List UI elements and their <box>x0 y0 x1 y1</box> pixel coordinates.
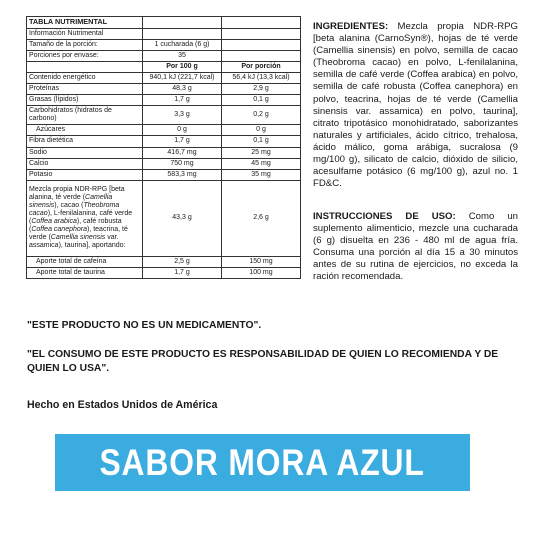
servings-per-container-label: Porciones por envase: <box>27 51 143 62</box>
table-row <box>27 256 301 267</box>
responsibility-notice: "EL CONSUMO DE ESTE PRODUCTO ES RESPONSABILIDAD DE QUIEN LO RECOMIENDA Y DE QUIEN LO USA". <box>27 349 499 374</box>
instructions-paragraph <box>313 211 518 284</box>
column-header-per-serving: Por porción <box>222 62 301 73</box>
row-per100: 0 g <box>143 125 222 136</box>
row-perserving: 2,9 g <box>222 84 301 95</box>
table-row <box>27 73 301 84</box>
row-label: Grasas (lípidos) <box>27 95 143 106</box>
row-per100: 48,3 g <box>143 84 222 95</box>
row-label: Aporte total de taurina <box>27 267 143 278</box>
table-row <box>27 136 301 147</box>
row-label: Proteínas <box>27 84 143 95</box>
table-row <box>27 125 301 136</box>
column-header-per-100g: Por 100 g <box>143 62 222 73</box>
row-label: Azúcares <box>27 125 143 136</box>
row-perserving: 56,4 kJ (13,3 kcal) <box>222 73 301 84</box>
proprietary-blend-per100: 43,3 g <box>143 180 222 256</box>
made-in-label: Hecho en Estados Unidos de América <box>27 399 218 411</box>
nutrition-table-title: TABLA NUTRIMENTAL <box>27 17 143 29</box>
ingredients-paragraph <box>313 21 518 190</box>
row-label: Calcio <box>27 158 143 169</box>
row-label: Aporte total de cafeína <box>27 256 143 267</box>
row-per100: 3,3 g <box>143 106 222 125</box>
table-row <box>27 106 301 125</box>
row-perserving: 35 mg <box>222 169 301 180</box>
proprietary-blend-perserving: 2,6 g <box>222 180 301 256</box>
row-perserving: 25 mg <box>222 147 301 158</box>
row-per100: 1,7 g <box>143 95 222 106</box>
flavor-banner <box>55 434 470 491</box>
row-per100: 1,7 g <box>143 267 222 278</box>
row-label: Sodio <box>27 147 143 158</box>
table-row <box>27 267 301 278</box>
row-per100: 750 mg <box>143 158 222 169</box>
table-row <box>27 95 301 106</box>
row-perserving: 150 mg <box>222 256 301 267</box>
row-perserving: 0 g <box>222 125 301 136</box>
instructions-label: INSTRUCCIONES DE USO: <box>313 211 456 222</box>
serving-size-label: Tamaño de la porción: <box>27 40 143 51</box>
nutrition-info-subtitle: Información Nutrimental <box>27 29 143 40</box>
table-row <box>27 158 301 169</box>
ingredients-label: INGREDIENTES: <box>313 21 389 32</box>
row-perserving: 0,1 g <box>222 136 301 147</box>
table-row-proprietary-blend <box>27 180 301 256</box>
row-perserving: 0,2 g <box>222 106 301 125</box>
row-label: Fibra dietética <box>27 136 143 147</box>
table-row <box>27 169 301 180</box>
not-medicine-notice: "ESTE PRODUCTO NO ES UN MEDICAMENTO". <box>27 320 262 331</box>
table-row <box>27 147 301 158</box>
instructions-text: Como un suplemento alimenticio, mezcle una cucharada (6 g) disuelta en 236 - 480 ml de agua fría. Consuma una porción al día 15 a 30 minutos antes de su rutina de ejercicios, no exceda la ración recomendada. <box>313 211 518 283</box>
row-per100: 416,7 mg <box>143 147 222 158</box>
row-per100: 1,7 g <box>143 136 222 147</box>
row-perserving: 100 mg <box>222 267 301 278</box>
proprietary-blend-label: Mezcla propia NDR-RPG [beta alanina, té verde (Camellia sinensis), cacao (Theobroma cacao), L-fenilalanina, café verde (Coffea arabica), café robusta (Coffea canephora), teacrina, té verde (Camellia sinensis var. assamica), taurina], aportando: <box>27 180 143 256</box>
row-label: Carbohidratos (hidratos de carbono) <box>27 106 143 125</box>
row-label: Potasio <box>27 169 143 180</box>
nutrition-table <box>26 16 301 279</box>
serving-size-value: 1 cucharada (6 g) <box>143 40 222 51</box>
row-per100: 2,5 g <box>143 256 222 267</box>
flavor-banner-text: SABOR MORA AZUL <box>99 441 426 483</box>
servings-per-container-value: 35 <box>143 51 222 62</box>
table-row <box>27 84 301 95</box>
row-perserving: 45 mg <box>222 158 301 169</box>
row-per100: 940,1 kJ (221,7 kcal) <box>143 73 222 84</box>
row-perserving: 0,1 g <box>222 95 301 106</box>
ingredients-text: Mezcla propia NDR-RPG [beta alanina (CarnoSyn®), hojas de té verde (Camellia sinensis) en polvo, semilla de cacao (Theobroma cacao) en polvo, L-fenilalanina, semilla de café verde (Coffea arabica) en polvo, semilla de café robusta (Coffea canephora) en polvo, teacrina, hojas de té verde (Camellia sinensis var. assamica) en polvo, taurina], citrato tripotásico monohidratado, saborizantes naturales y artificiales, ácido cítrico, trehalosa, ácido málico, goma arábiga, sucralosa (9 mg/100 g), silicato de calcio, dióxido de silicio, acesulfame potásico (6 mg/100 g), azul no. 1 FD&C. <box>313 21 518 190</box>
row-per100: 583,3 mg <box>143 169 222 180</box>
row-label: Contenido energético <box>27 73 143 84</box>
